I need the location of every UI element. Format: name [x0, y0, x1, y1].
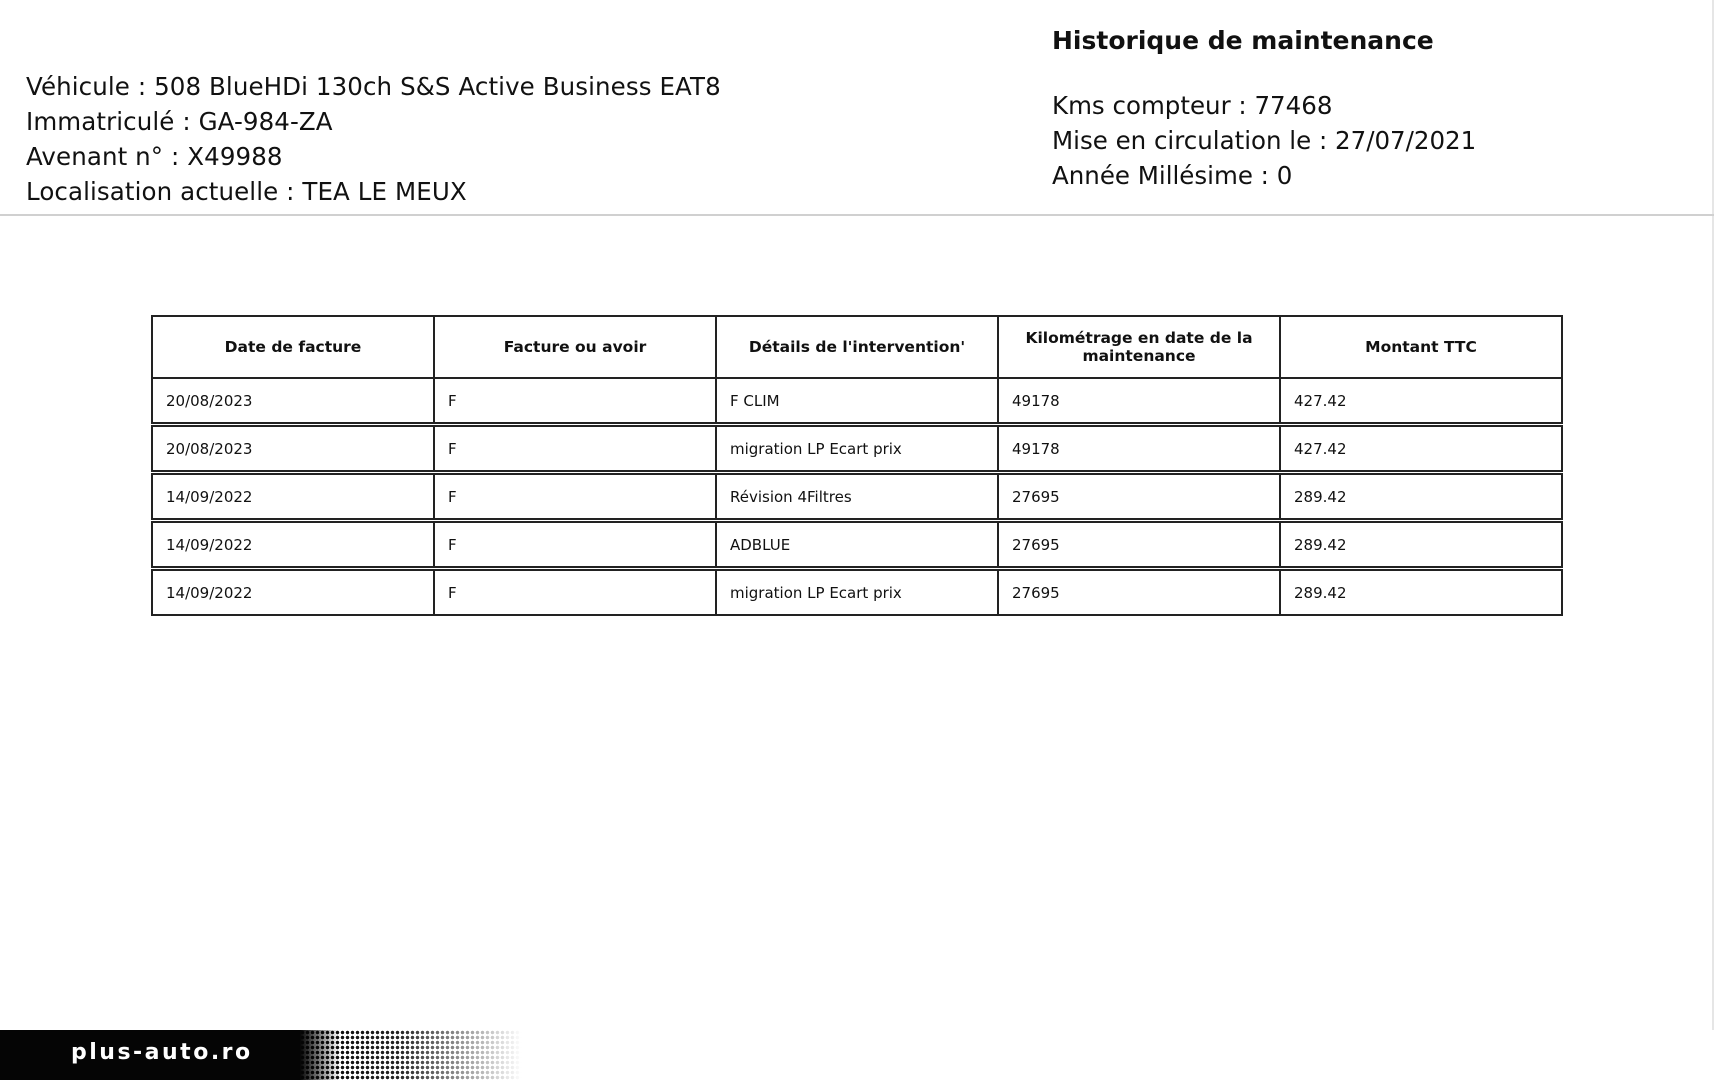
- invoice-date-cell: 14/09/2022: [152, 473, 434, 521]
- maintenance-history-table: [151, 315, 1563, 616]
- table-header-row: [152, 316, 1562, 378]
- intervention-details-cell: ADBLUE: [716, 521, 998, 569]
- vehicle-amendment-line: Avenant n° : X49988: [26, 142, 283, 171]
- mileage-cell: 27695: [998, 521, 1280, 569]
- invoice-date-cell: 14/09/2022: [152, 569, 434, 616]
- invoice-type-cell: F: [434, 569, 716, 616]
- amount-cell: 427.42: [1280, 425, 1562, 473]
- table-row: [152, 425, 1562, 473]
- vehicle-info-block: [26, 69, 721, 209]
- vehicle-registration-line: Immatriculé : GA-984-ZA: [26, 107, 333, 136]
- table-row: [152, 473, 1562, 521]
- vehicle-model-line: Véhicule : 508 BlueHDi 130ch S&S Active Business EAT8: [26, 72, 721, 101]
- amount-cell: 427.42: [1280, 378, 1562, 425]
- odometer-line: Kms compteur : 77468: [1052, 91, 1333, 120]
- invoice-type-cell: F: [434, 473, 716, 521]
- amount-cell: 289.42: [1280, 521, 1562, 569]
- mileage-cell: 27695: [998, 473, 1280, 521]
- intervention-details-cell: Révision 4Filtres: [716, 473, 998, 521]
- vehicle-location-line: Localisation actuelle : TEA LE MEUX: [26, 177, 467, 206]
- header-divider: [0, 214, 1714, 216]
- intervention-details-cell: F CLIM: [716, 378, 998, 425]
- table-row: [152, 521, 1562, 569]
- column-header-amount: Montant TTC: [1280, 316, 1562, 378]
- invoice-date-cell: 20/08/2023: [152, 378, 434, 425]
- column-header-invoice-date: Date de facture: [152, 316, 434, 378]
- table-row: [152, 378, 1562, 425]
- mileage-cell: 49178: [998, 425, 1280, 473]
- column-header-mileage: Kilométrage en date de la maintenance: [998, 316, 1280, 378]
- maintenance-info-block: [1052, 88, 1476, 193]
- column-header-invoice-or-credit: Facture ou avoir: [434, 316, 716, 378]
- invoice-type-cell: F: [434, 378, 716, 425]
- mileage-cell: 27695: [998, 569, 1280, 616]
- invoice-type-cell: F: [434, 521, 716, 569]
- intervention-details-cell: migration LP Ecart prix: [716, 569, 998, 616]
- page-title: Historique de maintenance: [1052, 26, 1434, 55]
- mileage-cell: 49178: [998, 378, 1280, 425]
- amount-cell: 289.42: [1280, 569, 1562, 616]
- intervention-details-cell: migration LP Ecart prix: [716, 425, 998, 473]
- invoice-date-cell: 20/08/2023: [152, 425, 434, 473]
- amount-cell: 289.42: [1280, 473, 1562, 521]
- watermark-fade: [300, 1030, 340, 1080]
- invoice-type-cell: F: [434, 425, 716, 473]
- watermark-text: plus-auto.ro: [71, 1040, 253, 1065]
- column-header-intervention-details: Détails de l'intervention': [716, 316, 998, 378]
- registration-date-line: Mise en circulation le : 27/07/2021: [1052, 126, 1477, 155]
- invoice-date-cell: 14/09/2022: [152, 521, 434, 569]
- table-row: [152, 569, 1562, 616]
- model-year-line: Année Millésime : 0: [1052, 161, 1293, 190]
